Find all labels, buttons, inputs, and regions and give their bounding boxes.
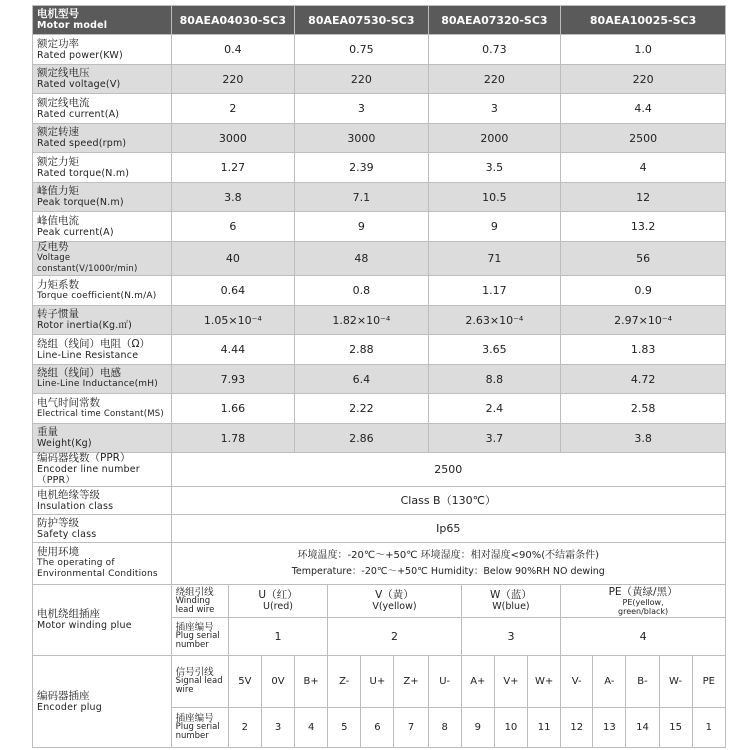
encoder-signal-row [33,656,726,708]
signal-pin: B- [626,656,659,708]
spec-value: 6.4 [295,365,429,394]
environment-value: 环境温度：-20℃～+50℃ 环境湿度：相对湿度<90%(不结霜条件) Temperature：-20℃～+50℃ Humidity：Below 90%RH NO dewing [171,543,725,585]
spec-value: 3.8 [171,183,295,212]
spec-value: 12 [561,183,726,212]
spec-label: 峰值力矩 Peak torque(N.m) [33,183,172,212]
spec-value: 48 [295,242,429,276]
spec-value: 2.86 [295,424,429,453]
spec-row [33,335,726,365]
spec-value: 1.17 [428,276,561,306]
protection-row [33,515,726,543]
encoder-plug-label: 编码器插座 Encoder plug [33,656,172,748]
spec-label: 峰值电流 Peak current(A) [33,212,172,242]
wire-color: PE（黄绿/黑） PE(yellow, green/black) [561,585,726,618]
spec-value: 4.4 [561,94,726,124]
pin-number: 7 [394,708,428,748]
spec-value: 1.0 [561,35,726,65]
spec-label: 额定线电压 Rated voltage(V) [33,65,172,94]
spec-value: 8.8 [428,365,561,394]
signal-pin: U- [428,656,461,708]
header-row [33,6,726,35]
pin-number: 4 [295,708,328,748]
signal-pin: 0V [261,656,294,708]
model-header: 80AEA07320-SC3 [428,6,561,35]
signal-pin: Z+ [394,656,428,708]
plug-number-label: 插座编号 Plug serial number [171,708,228,748]
signal-pin: B+ [295,656,328,708]
spec-label: 重量 Weight(Kg) [33,424,172,453]
signal-label: 信号引线 Signal lead wire [171,656,228,708]
motor-plug-label: 电机绕组插座 Motor winding plue [33,585,172,656]
spec-value: 6 [171,212,295,242]
plug-number: 2 [328,618,462,656]
spec-value: 7.1 [295,183,429,212]
spec-value: 4 [561,153,726,183]
pin-number: 6 [361,708,394,748]
spec-value: 9 [295,212,429,242]
spec-row [33,242,726,276]
spec-row [33,153,726,183]
spec-value: Ip65 [171,515,725,543]
pin-number: 2 [228,708,261,748]
spec-value: 2.39 [295,153,429,183]
spec-row [33,394,726,424]
spec-value: 1.05×10⁻⁴ [171,306,295,335]
spec-value: 0.75 [295,35,429,65]
spec-value: 4.44 [171,335,295,365]
spec-value: 1.66 [171,394,295,424]
spec-value: 2500 [171,453,725,487]
spec-row [33,65,726,94]
spec-label: 转子惯量 Rotor inertia(Kg.㎡) [33,306,172,335]
spec-value: 2.58 [561,394,726,424]
pin-number: 8 [428,708,461,748]
spec-value: 0.8 [295,276,429,306]
pin-number: 1 [692,708,725,748]
spec-row [33,94,726,124]
environment-row [33,543,726,585]
spec-value: 3000 [171,124,295,153]
spec-value: 2.22 [295,394,429,424]
model-header: 80AEA07530-SC3 [295,6,429,35]
spec-value: 7.93 [171,365,295,394]
encoder-lines-row [33,453,726,487]
spec-row [33,306,726,335]
motor-wiring-row [33,585,726,618]
pin-number: 12 [561,708,593,748]
spec-label: 使用环境 The operating of Environmental Conditions [33,543,172,585]
spec-value: 0.64 [171,276,295,306]
spec-label: 电气时间常数 Electrical time Constant(MS) [33,394,172,424]
spec-value: 1.82×10⁻⁴ [295,306,429,335]
spec-value: 40 [171,242,295,276]
spec-value: 1.83 [561,335,726,365]
wire-color: V（黄） V(yellow) [328,585,462,618]
spec-value: 3.5 [428,153,561,183]
model-header: 80AEA04030-SC3 [171,6,295,35]
pin-number: 9 [461,708,494,748]
signal-pin: PE [692,656,725,708]
spec-label: 防护等级 Safety class [33,515,172,543]
pin-number: 10 [494,708,527,748]
spec-label: 编码器线数（PPR） Encoder line number（PPR） [33,453,172,487]
plug-number: 3 [461,618,560,656]
wire-color: U（红） U(red) [228,585,327,618]
spec-value: 3 [428,94,561,124]
spec-value: 1.27 [171,153,295,183]
pin-number: 13 [593,708,626,748]
plug-number: 4 [561,618,726,656]
spec-value: 1.78 [171,424,295,453]
insulation-row [33,487,726,515]
spec-label: 绕组（线间）电感 Line-Line Inductance(mH) [33,365,172,394]
spec-value: 0.4 [171,35,295,65]
spec-label: 电机绝缘等级 Insulation class [33,487,172,515]
wire-color: W（蓝） W(blue) [461,585,560,618]
wiring-label: 绕组引线 Winding lead wire [171,585,228,618]
spec-value: 71 [428,242,561,276]
spec-label: 绕组（线间）电阻（Ω） Line-Line Resistance [33,335,172,365]
spec-value: 4.72 [561,365,726,394]
spec-value: 56 [561,242,726,276]
pin-number: 5 [328,708,361,748]
spec-row [33,212,726,242]
spec-label: 力矩系数 Torque coefficient(N.m/A) [33,276,172,306]
pin-number: 14 [626,708,659,748]
spec-value: Class B（130℃） [171,487,725,515]
signal-pin: V- [561,656,593,708]
signal-pin: A- [593,656,626,708]
spec-row [33,424,726,453]
spec-value: 2.63×10⁻⁴ [428,306,561,335]
plug-number-label: 插座编号 Plug serial number [171,618,228,656]
spec-value: 2500 [561,124,726,153]
spec-value: 220 [295,65,429,94]
spec-row [33,124,726,153]
spec-value: 2.97×10⁻⁴ [561,306,726,335]
spec-row [33,365,726,394]
spec-value: 0.9 [561,276,726,306]
spec-value: 2 [171,94,295,124]
spec-label: 额定功率 Rated power(KW) [33,35,172,65]
signal-pin: W+ [528,656,561,708]
spec-value: 2.88 [295,335,429,365]
spec-row [33,276,726,306]
spec-row [33,183,726,212]
spec-value: 3.7 [428,424,561,453]
pin-number: 3 [261,708,294,748]
spec-value: 10.5 [428,183,561,212]
spec-label: 额定转速 Rated speed(rpm) [33,124,172,153]
spec-value: 3000 [295,124,429,153]
signal-pin: W- [659,656,692,708]
spec-value: 220 [171,65,295,94]
motor-spec-table [32,5,726,748]
signal-pin: V+ [494,656,527,708]
pin-number: 15 [659,708,692,748]
signal-pin: Z- [328,656,361,708]
spec-label: 额定线电流 Rated current(A) [33,94,172,124]
signal-pin: U+ [361,656,394,708]
spec-value: 220 [561,65,726,94]
spec-value: 3.8 [561,424,726,453]
spec-value: 220 [428,65,561,94]
spec-row [33,35,726,65]
spec-value: 3 [295,94,429,124]
spec-value: 13.2 [561,212,726,242]
spec-value: 9 [428,212,561,242]
spec-value: 3.65 [428,335,561,365]
model-header: 80AEA10025-SC3 [561,6,726,35]
pin-number: 11 [528,708,561,748]
signal-pin: 5V [228,656,261,708]
spec-value: 0.73 [428,35,561,65]
header-label: 电机型号 Motor model [33,6,172,35]
spec-label: 反电势 Voltage constant(V/1000r/min) [33,242,172,276]
spec-label: 额定力矩 Rated torque(N.m) [33,153,172,183]
spec-value: 2.4 [428,394,561,424]
signal-pin: A+ [461,656,494,708]
spec-value: 2000 [428,124,561,153]
plug-number: 1 [228,618,327,656]
